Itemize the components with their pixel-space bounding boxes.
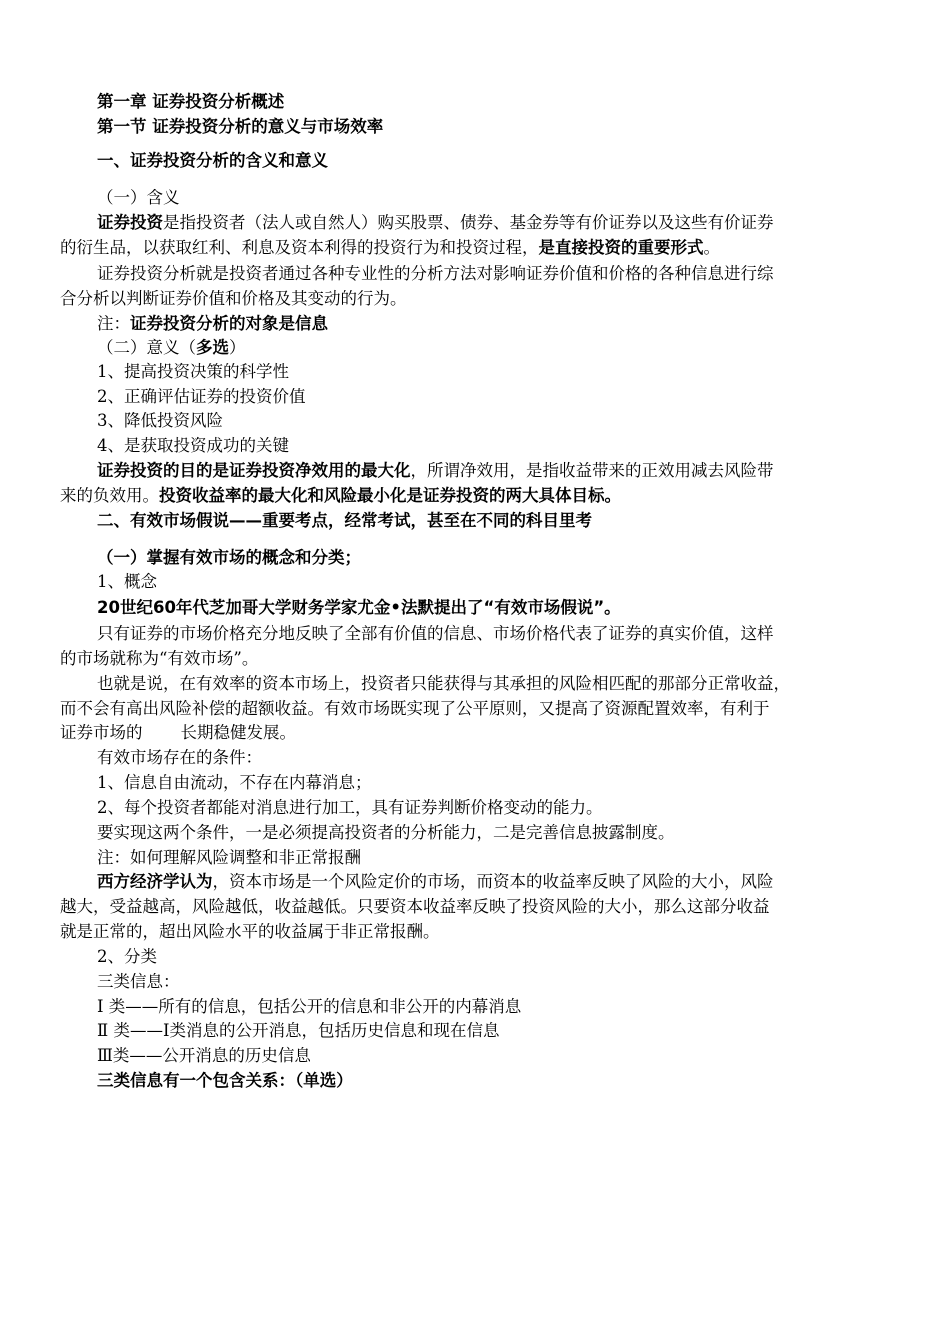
- definition-end: 。: [703, 238, 720, 257]
- western-bold: 西方经济学认为: [97, 872, 213, 891]
- purpose-bold: 证券投资的目的是证券投资净效用的最大化: [97, 461, 411, 480]
- inclusion-line: 三类信息有一个包含关系：（单选）: [97, 1071, 353, 1090]
- para2-part-2: 长期稳健发展。: [180, 723, 296, 742]
- section-title: 第一节 证券投资分析的意义与市场效率: [97, 117, 384, 136]
- para2-line-1: 也就是说，在有效率的资本市场上，投资者只能获得与其承担的风险相匹配的那部分正常收益，: [97, 674, 790, 693]
- note-prefix: 注：: [97, 314, 130, 333]
- definition-line-2: [60, 236, 720, 260]
- definition-text-2: 的衍生品，以获取红利、利息及资本利得的投资行为和投资过程，: [60, 238, 539, 257]
- purpose-text: ，所谓净效用，是指收益带来的正效用减去风险带: [410, 461, 774, 480]
- note-object: [97, 312, 328, 336]
- type-3: Ⅲ类——公开消息的历史信息: [97, 1046, 311, 1065]
- part2-heading: 二、有效市场假说——重要考点，经常考试，甚至在不同的科目里考: [97, 511, 592, 530]
- para1-line-1: 只有证券的市场价格充分地反映了全部有价值的信息、市场价格代表了证券的真实价值，这样: [97, 624, 774, 643]
- note-bold: 证券投资分析的对象是信息: [130, 314, 328, 333]
- western-line-2: 越大，受益越高，风险越低，收益越低。只要资本收益率反映了投资风险的大小，那么这部分收益: [60, 897, 770, 916]
- sub2-bold: 多选: [196, 338, 229, 357]
- western-text: ，资本市场是一个风险定价的市场，而资本的收益率反映了风险的大小，风险: [212, 872, 774, 891]
- type-1: Ⅰ 类——所有的信息，包括公开的信息和非公开的内幕消息: [97, 997, 522, 1016]
- analysis-line-1: 证券投资分析就是投资者通过各种专业性的分析方法对影响证券价值和价格的各种信息进行综: [97, 264, 774, 283]
- purpose-line-1: [97, 459, 774, 483]
- concept-label: 1、概念: [97, 572, 157, 591]
- part1-heading: 一、证券投资分析的含义和意义: [97, 151, 328, 170]
- western-line-1: [97, 870, 774, 894]
- note-risk: 注：如何理解风险调整和非正常报酬: [97, 848, 361, 867]
- sub2-heading: [97, 336, 246, 360]
- part2-sub1-heading: （一）掌握有效市场的概念和分类；: [97, 548, 361, 567]
- class-label: 2、分类: [97, 947, 157, 966]
- para2-line-2: 而不会有高出风险补偿的超额收益。有效市场既实现了公平原则，又提高了资源配置效率，有利于: [60, 699, 770, 718]
- conditions-summary: 要实现这两个条件，一是必须提高投资者的分析能力，二是完善信息披露制度。: [97, 823, 675, 842]
- para1-line-2: 的市场就称为“有效市场”。: [60, 649, 259, 668]
- purpose-bold-2: 投资收益率的最大化和风险最小化是证券投资的两大具体目标。: [159, 486, 621, 505]
- conditions-label: 有效市场存在的条件：: [97, 748, 262, 767]
- type-2: Ⅱ 类——Ⅰ类消息的公开消息，包括历史信息和现在信息: [97, 1021, 500, 1040]
- list-item: 1、提高投资决策的科学性: [97, 362, 289, 381]
- purpose-line-2: [60, 484, 621, 508]
- definition-term: 证券投资: [97, 213, 163, 232]
- para2-line-3: [60, 721, 296, 745]
- sub1-heading: （一）含义: [97, 188, 180, 207]
- analysis-line-2: 合分析以判断证券价值和价格及其变动的行为。: [60, 289, 407, 308]
- western-line-3: 就是正常的，超出风险水平的收益属于非正常报酬。: [60, 922, 440, 941]
- sub2-suffix: ）: [229, 338, 246, 357]
- condition-2: 2、每个投资者都能对消息进行加工，具有证券判断价格变动的能力。: [97, 798, 603, 817]
- list-item: 2、正确评估证券的投资价值: [97, 387, 306, 406]
- definition-text: 是指投资者（法人或自然人）购买股票、债券、基金券等有价证券以及这些有价证券: [163, 213, 774, 232]
- condition-1: 1、信息自由流动，不存在内幕消息；: [97, 773, 372, 792]
- fama-line: 20世纪60年代芝加哥大学财务学家尤金•法默提出了“有效市场假说”。: [97, 598, 621, 617]
- definition-line-1: [97, 211, 774, 235]
- purpose-text-2: 来的负效用。: [60, 486, 159, 505]
- list-item: 4、是获取投资成功的关键: [97, 436, 289, 455]
- three-types-label: 三类信息：: [97, 972, 180, 991]
- sub2-prefix: （二）意义（: [97, 338, 196, 357]
- list-item: 3、降低投资风险: [97, 411, 223, 430]
- para2-part-1: 证券市场的: [60, 723, 143, 742]
- definition-emphasis: 是直接投资的重要形式: [538, 238, 704, 257]
- chapter-title: 第一章 证券投资分析概述: [97, 92, 285, 111]
